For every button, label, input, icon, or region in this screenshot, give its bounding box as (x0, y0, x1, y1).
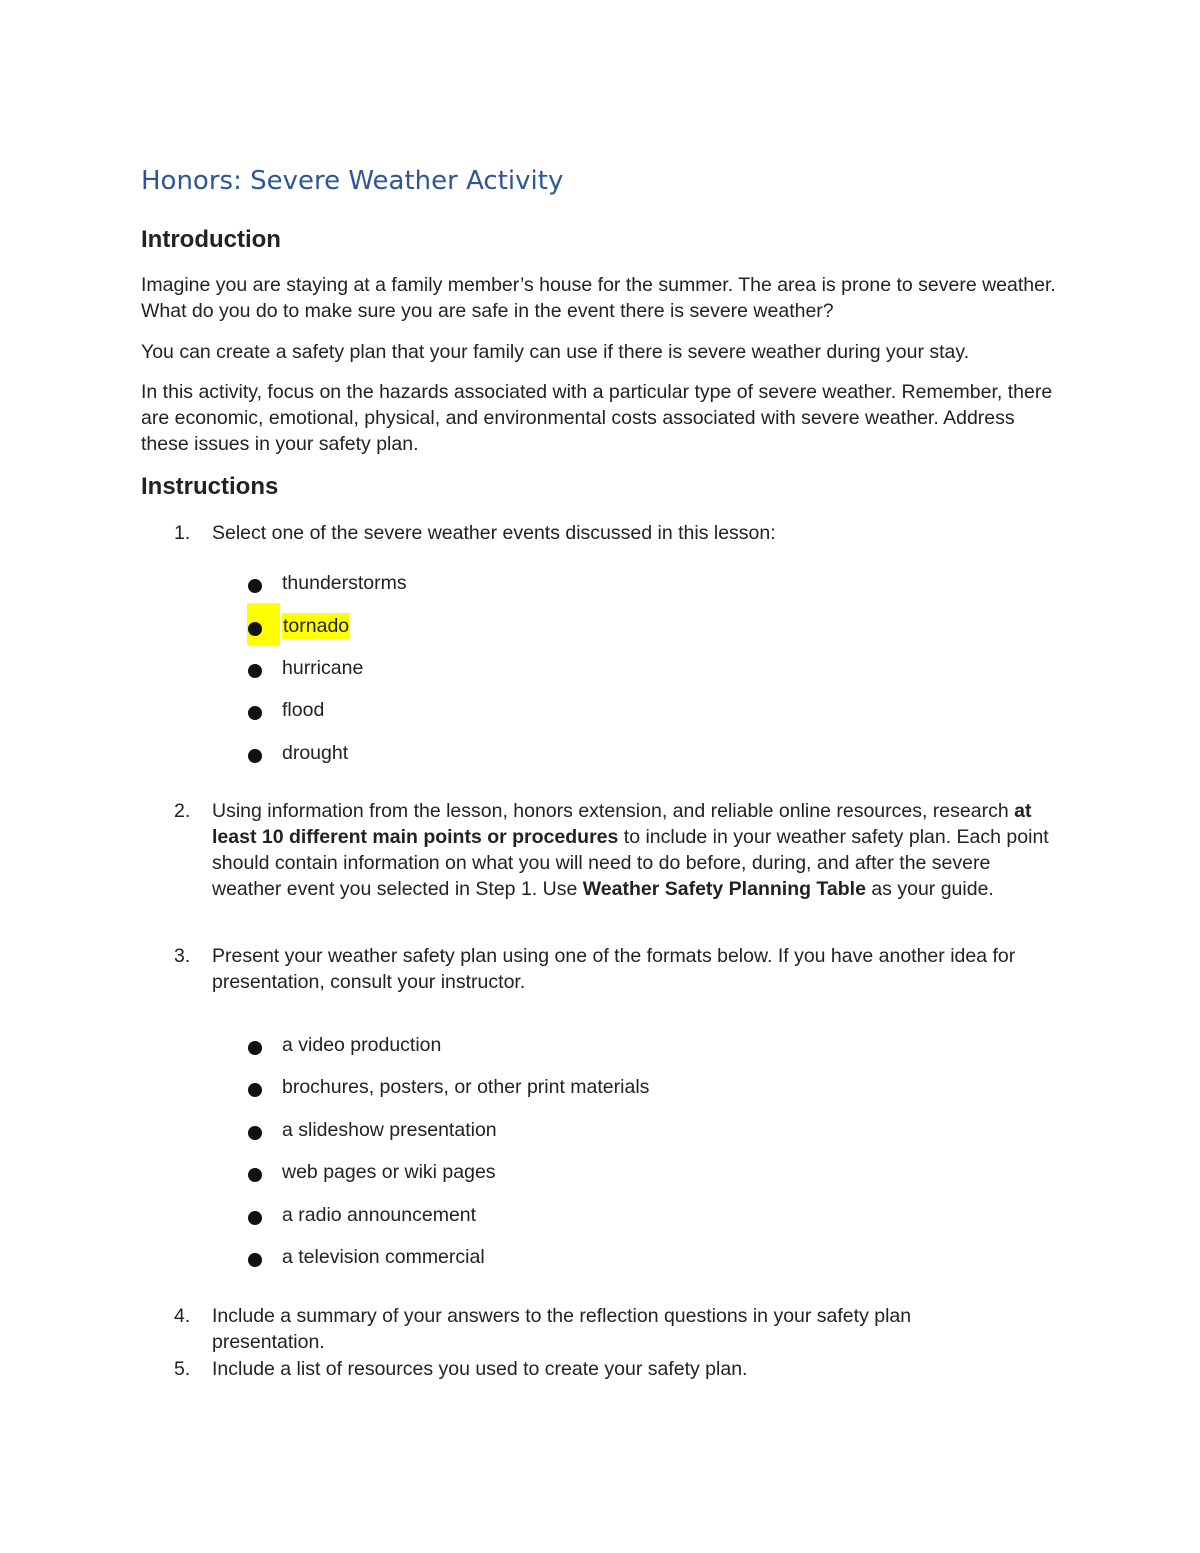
bullet-icon (248, 749, 262, 763)
intro-paragraph-2: You can create a safety plan that your family can use if there is severe weather during your stay. (141, 341, 970, 363)
format-option: a slideshow presentation (282, 1119, 497, 1141)
introduction-heading: Introduction (141, 226, 281, 253)
bullet-icon (248, 706, 262, 720)
format-option: a radio announcement (282, 1204, 477, 1226)
bullet-icon (248, 622, 262, 636)
step-2-text-part-3: as your guide. (865, 878, 994, 900)
document-title: Honors: Severe Weather Activity (141, 166, 564, 196)
step-2-bold-requirement: at least 10 different main points or procedures (212, 800, 1032, 848)
intro-paragraph-3: In this activity, focus on the hazards associated with a particular type of severe weather. Remember, there are economic, emotional, physical, and environmental costs associated with severe weather. Address these issues in your safety plan. (141, 381, 1053, 455)
bullet-icon (248, 1253, 262, 1267)
bullet-icon (248, 1083, 262, 1097)
step-4-number: 4. (174, 1305, 191, 1327)
step-2-text (212, 798, 1062, 902)
instructions-heading: Instructions (141, 473, 279, 500)
weather-option-hurricane: hurricane (282, 657, 364, 679)
intro-paragraph-1: Imagine you are staying at a family member’s house for the summer. The area is prone to severe weather. What do you do to make sure you are safe in the event there is severe weather? (141, 274, 1056, 322)
step-1-number: 1. (174, 522, 191, 544)
step-3-number: 3. (174, 945, 191, 967)
step-1-text: Select one of the severe weather events discussed in this lesson: (212, 522, 776, 544)
format-option: brochures, posters, or other print materials (282, 1076, 650, 1098)
step-2-text-part-1: Using information from the lesson, honors extension, and reliable online resources, research (212, 800, 1015, 822)
weather-option-drought: drought (282, 742, 349, 764)
step-5-number: 5. (174, 1358, 191, 1380)
step-3-text: Present your weather safety plan using one of the formats below. If you have another idea for presentation, consult your instructor. (212, 945, 1016, 993)
format-option: a television commercial (282, 1246, 485, 1268)
step-2-text-part-2: to include in your weather safety plan. Each point should contain information on what you will need to do before, during, and after the severe weather event you selected in Step 1. Use (212, 826, 1049, 900)
bullet-icon (248, 1041, 262, 1055)
format-option: a video production (282, 1034, 442, 1056)
weather-option-thunderstorms: thunderstorms (282, 572, 407, 594)
bullet-icon (248, 664, 262, 678)
step-4-text: Include a summary of your answers to the reflection questions in your safety plan presentation. (212, 1305, 912, 1353)
bullet-icon (248, 1126, 262, 1140)
weather-option-tornado: tornado (283, 615, 350, 637)
format-option: web pages or wiki pages (282, 1161, 496, 1183)
bullet-icon (248, 1211, 262, 1225)
bullet-icon (248, 579, 262, 593)
step-2-number: 2. (174, 800, 191, 822)
weather-option-flood: flood (282, 699, 325, 721)
bullet-icon (248, 1168, 262, 1182)
step-5-text: Include a list of resources you used to create your safety plan. (212, 1358, 748, 1380)
step-2-bold-table-name: Weather Safety Planning Table (582, 878, 866, 900)
